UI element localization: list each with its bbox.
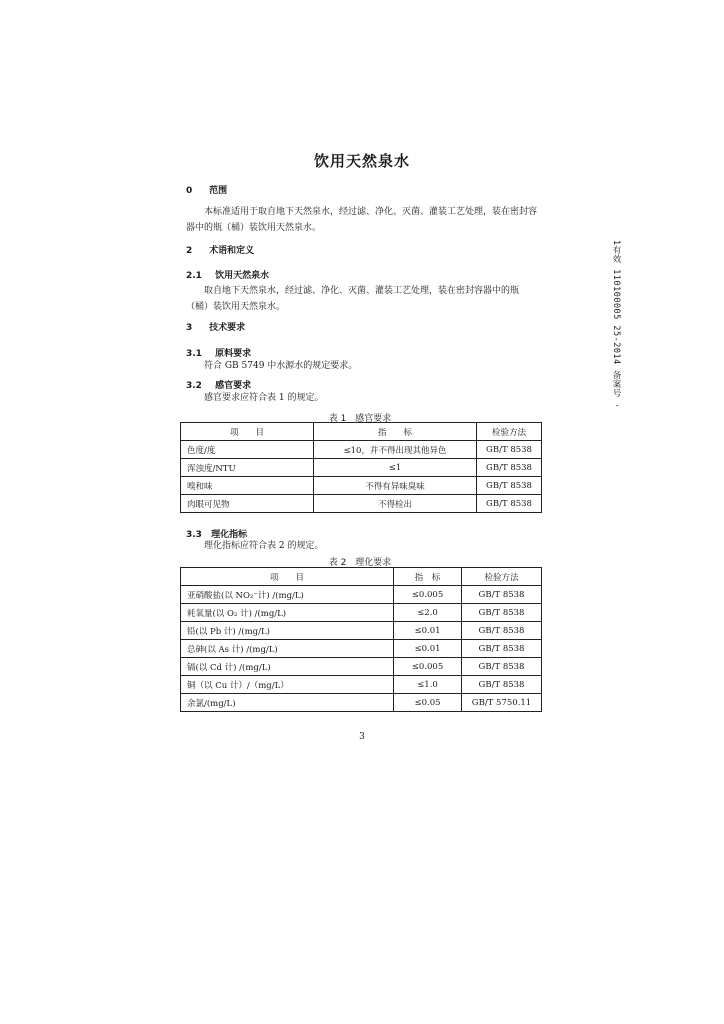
section-0-heading: 0 范围 xyxy=(186,186,228,196)
table-row: 镉(以 Cd 计) /(mg/L) ≤0.005 GB/T 8538 xyxy=(181,658,542,676)
side-stamp: 1有效 110100005 25-2014 备案号 · xyxy=(611,240,621,409)
table-row: 浑浊度/NTU ≤1 GB/T 8538 xyxy=(181,459,542,477)
table-row: 嗅和味 不得有异味臭味 GB/T 8538 xyxy=(181,477,542,495)
section-3-2-heading: 3.2 感官要求 xyxy=(186,381,252,391)
section-3-3-body: 理化指标应符合表 2 的规定。 xyxy=(204,541,324,551)
table-2-caption: 表 2 理化要求 xyxy=(328,558,392,568)
table-row: 亚硝酸盐(以 NO₂⁻计) /(mg/L) ≤0.005 GB/T 8538 xyxy=(181,586,542,604)
table-row: 肉眼可见物 不得检出 GB/T 8538 xyxy=(181,495,542,513)
section-3-2-body: 感官要求应符合表 1 的规定。 xyxy=(204,393,324,403)
table-header-row: 项 目 指 标 检验方法 xyxy=(181,568,542,586)
section-3-heading: 3 技术要求 xyxy=(186,323,246,333)
table-row: 耗氧量(以 O₂ 计) /(mg/L) ≤2.0 GB/T 8538 xyxy=(181,604,542,622)
section-2-1-heading: 2.1 饮用天然泉水 xyxy=(186,271,270,281)
section-2-1-body: 取自地下天然泉水，经过滤、净化、灭菌、灌装工艺处理，装在密封容器中的瓶（桶）装饮用天然泉水。 xyxy=(186,286,520,312)
table-header-row: 项 目 指 标 检验方法 xyxy=(181,423,542,441)
table-row: 余氯/(mg/L) ≤0.05 GB/T 5750.11 xyxy=(181,694,542,712)
table-row: 总砷(以 As 计) /(mg/L) ≤0.01 GB/T 8538 xyxy=(181,640,542,658)
section-3-3-heading: 3.3 理化指标 xyxy=(186,530,248,540)
section-3-1-heading: 3.1 原料要求 xyxy=(186,349,252,359)
section-2-heading: 2 术语和定义 xyxy=(186,246,255,256)
table-2 xyxy=(180,567,542,712)
section-0-body: 本标准适用于取自地下天然泉水，经过滤、净化、灭菌、灌装工艺处理，装在密封容器中的瓶（桶）装饮用天然泉水。 xyxy=(186,207,538,233)
section-3-1-body: 符合 GB 5749 中水源水的规定要求。 xyxy=(204,361,358,371)
table-row: 铜（以 Cu 计）/（mg/L） ≤1.0 GB/T 8538 xyxy=(181,676,542,694)
page-title: 饮用天然泉水 xyxy=(313,152,410,170)
page-number: 3 xyxy=(359,732,365,742)
table-1-caption: 表 1 感官要求 xyxy=(328,414,392,424)
table-row: 铅(以 Pb 计) /(mg/L) ≤0.01 GB/T 8538 xyxy=(181,622,542,640)
table-row: 色度/度 ≤10，并不得出现其他异色 GB/T 8538 xyxy=(181,441,542,459)
table-1 xyxy=(180,422,542,513)
